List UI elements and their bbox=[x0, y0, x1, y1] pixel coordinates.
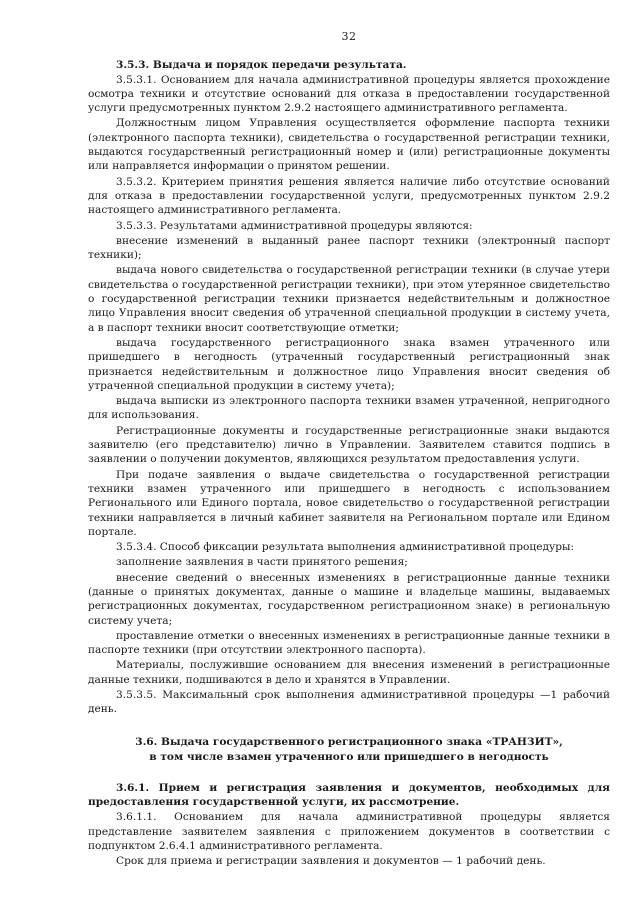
page-number: 32 bbox=[341, 30, 357, 43]
spacer bbox=[88, 765, 610, 781]
section-3-6-heading-line1: 3.6. Выдача государственного регистрационного знака «ТРАНЗИТ», bbox=[135, 735, 563, 748]
paragraph: выдача выписки из электронного паспорта техники взамен утраченной, непригодного для использования. bbox=[88, 395, 610, 422]
paragraph: Материалы, послужившие основанием для внесения изменений в регистрационные данные техники, подшиваются в дело и хранятся в Управлении. bbox=[88, 659, 610, 686]
paragraph: выдача государственного регистрационного знака взамен утраченного или пришедшего в негодность (утраченный государственный регистрационный знак признается недействительным и должностное лицо Управления вносит сведения об утраченной специальной продукции в систему учета); bbox=[88, 336, 610, 392]
paragraph: При подаче заявления о выдаче свидетельства о государственной регистрации техники взамен утраченного или пришедшего в негодность с использованием Регионального или Единого портала, новое свидетельство о государственной регистрации техники направляется в личный кабинет заявителя на Региональном портале или Едином портале. bbox=[88, 468, 610, 538]
paragraph: проставление отметки о внесенных изменениях в регистрационные данные техники в паспорте техники (при отсутствии электронного паспорта). bbox=[88, 629, 610, 657]
section-3-6-heading-line2: в том числе взамен утраченного или пришедшего в негодность bbox=[149, 750, 549, 763]
paragraph: внесение сведений о внесенных изменениях в регистрационные данные техники (данные о принятых документах, данные о машине и владельце машины, выдаваемых регистрационных документах, государственном регистрационном знаке) в региональную систему учета; bbox=[88, 571, 610, 627]
paragraph: 3.5.3.3. Результатами административной процедуры являются: bbox=[116, 219, 473, 232]
section-3-6-heading bbox=[88, 735, 610, 765]
paragraph: Срок для приема и регистрации заявления и документов — 1 рабочий день. bbox=[116, 855, 546, 868]
paragraph: 3.6.1.1. Основанием для начала административной процедуры является представление заявителем заявления с приложением документов в соответствии с подпунктом 2.6.4.1 административного регламента. bbox=[88, 811, 610, 852]
paragraph: заполнение заявления в части принятого решения; bbox=[116, 556, 408, 569]
section-3-6-1-heading: 3.6.1. Прием и регистрация заявления и документов, необходимых для предоставления государственной услуги, их рассмотрение. bbox=[88, 781, 610, 808]
paragraph: 3.5.3.2. Критерием принятия решения является наличие либо отсутствие оснований для отказа в предоставлении государственной услуги, предусмотренных пунктом 2.9.2 настоящего административного регламента. bbox=[88, 175, 610, 217]
paragraph: 3.5.3.1. Основанием для начала административной процедуры является прохождение осмотра техники и отсутствие оснований для отказа в предоставлении государственной услуги предусмотренных пунктом 2.9.2 настоящего административного регламента. bbox=[88, 73, 610, 115]
paragraph: Должностным лицом Управления осуществляется оформление паспорта техники (электронного паспорта техники), свидетельства о государственной регистрации техники, выдаются государственный регистрационный номер и (или) регистрационные документы или направляется информации о принятом решении. bbox=[88, 117, 610, 173]
paragraph: Регистрационные документы и государственные регистрационные знаки выдаются заявителю (его представителю) лично в Управлении. Заявителем ставится подпись в заявлении о получении документов, являющихся результатом предоставления услуги. bbox=[88, 424, 610, 466]
paragraph: выдача нового свидетельства о государственной регистрации техники (в случае утери свидетельства о государственной регистрации техники), при этом утерянное свидетельство о государственной регистрации техники признается недействительным и должностное лицо Управления вносит сведения об утраченной специальной продукции в систему учета, а в паспорт техники вносит соответствующие отметки; bbox=[88, 264, 610, 334]
paragraph: 3.5.3.4. Способ фиксации результата выполнения административной процедуры: bbox=[116, 541, 575, 554]
document-page bbox=[88, 30, 610, 868]
paragraph: внесение изменений в выданный ранее паспорт техники (электронный паспорт техники); bbox=[88, 234, 610, 262]
section-3-5-3-heading: 3.5.3. Выдача и порядок передачи результата. bbox=[116, 59, 407, 72]
paragraph: 3.5.3.5. Максимальный срок выполнения административной процедуры —1 рабочий день. bbox=[88, 689, 610, 716]
